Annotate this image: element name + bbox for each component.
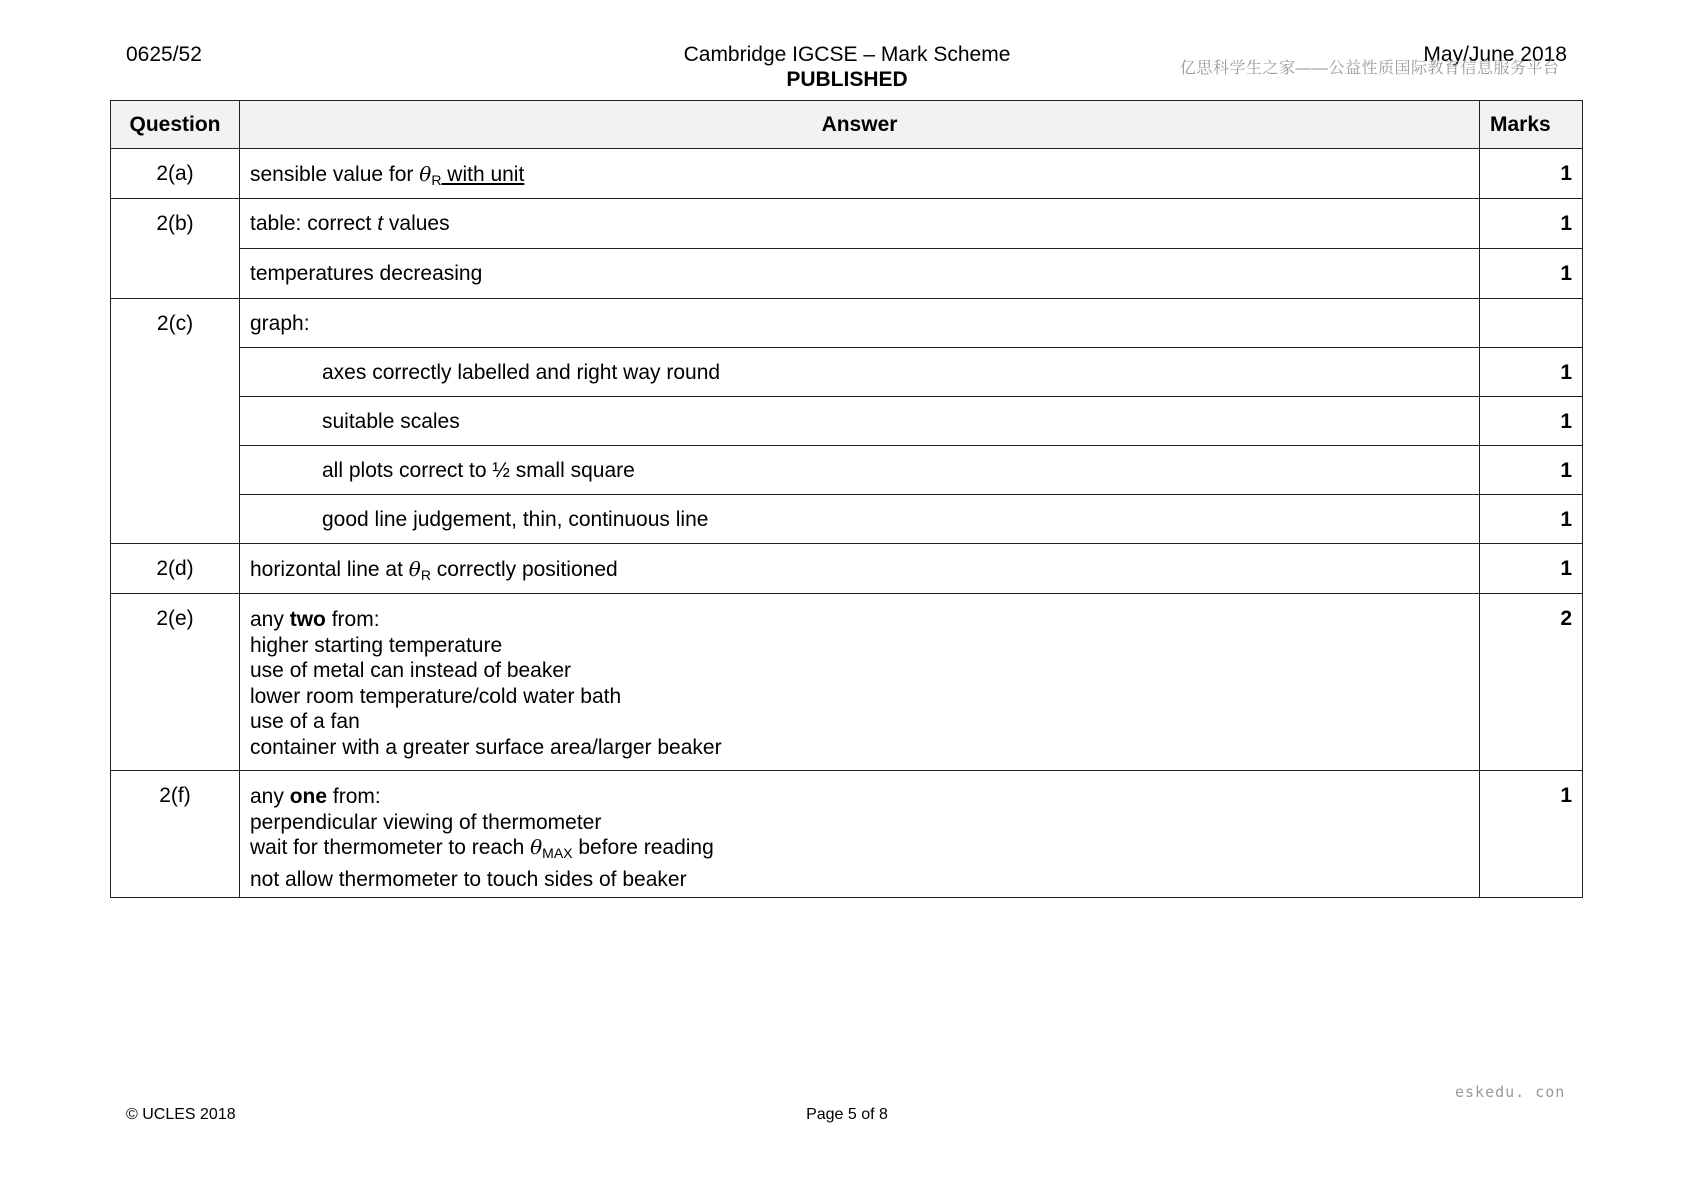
document-title: Cambridge IGCSE – Mark Scheme — [683, 43, 1011, 66]
table-row-2c-label — [111, 299, 1583, 348]
copyright: © UCLES 2018 — [126, 1106, 236, 1123]
variable-t: t — [377, 212, 384, 235]
answer-cell: any two from: higher starting temperature use of metal can instead of beaker lower room temperature/cold water bath use of a fan container with a greater surface area/larger beaker — [240, 594, 1480, 771]
list-item: use of metal can instead of beaker — [250, 659, 572, 682]
question-number: 2(e) — [111, 594, 240, 771]
question-number: 2(d) — [111, 544, 240, 594]
marks-cell: 1 — [1480, 149, 1583, 199]
table-row-2f — [111, 771, 1583, 898]
marks-cell: 1 — [1480, 397, 1583, 446]
table-row-2b-1 — [111, 199, 1583, 249]
list-item: not allow thermometer to touch sides of beaker — [250, 867, 687, 891]
list-item: wait for thermometer to reach $\theta_{MAX}$ before reading — [250, 835, 714, 861]
marks-cell: 1 — [1480, 446, 1583, 495]
question-number: 2(a) — [111, 149, 240, 199]
marks-cell: 1 — [1480, 495, 1583, 544]
answer-cell: suitable scales — [240, 397, 1480, 446]
table-row-2d — [111, 544, 1583, 594]
marks-cell: 1 — [1480, 348, 1583, 397]
table-row-2a — [111, 149, 1583, 199]
exam-session: May/June 2018 — [1423, 43, 1567, 66]
table-row-2c-2 — [111, 397, 1583, 446]
answer-cell: temperatures decreasing — [240, 249, 1480, 299]
marks-cell: 1 — [1480, 771, 1583, 898]
answer-cell: horizontal line at $\theta_R$ correctly positioned — [240, 544, 1480, 594]
table-row-2e — [111, 594, 1583, 771]
table-row-2c-3 — [111, 446, 1583, 495]
answer-cell: all plots correct to ½ small square — [240, 446, 1480, 495]
question-number: 2(f) — [111, 771, 240, 898]
question-number: 2(c) — [111, 299, 240, 544]
list-item: use of a fan — [250, 710, 360, 733]
marks-cell: 1 — [1480, 199, 1583, 249]
mark-scheme-table — [110, 100, 1583, 898]
marks-cell: 2 — [1480, 594, 1583, 771]
paper-code: 0625/52 — [126, 43, 202, 66]
list-item: higher starting temperature — [250, 633, 503, 657]
theta-symbol: θ — [419, 162, 432, 186]
watermark-bottom: eskedu. con — [1455, 1083, 1566, 1101]
underlined-text: with unit — [441, 163, 525, 186]
theta-symbol: θ — [408, 557, 421, 581]
answer-cell: axes correctly labelled and right way round — [240, 348, 1480, 397]
answer-cell: table: correct t values — [240, 199, 1480, 249]
answer-cell: sensible value for $\theta_R$ with unit — [240, 149, 1480, 199]
list-item: perpendicular viewing of thermometer — [250, 810, 602, 834]
list-item: lower room temperature/cold water bath — [250, 684, 622, 708]
marks-cell: 1 — [1480, 249, 1583, 299]
answer-cell: graph: — [240, 299, 1480, 348]
table-row-2b-2 — [111, 249, 1583, 299]
header-marks: Marks — [1480, 101, 1583, 149]
table-row-2c-4 — [111, 495, 1583, 544]
watermark-top: 亿思科学生之家——公益性质国际教育信息服务平台 — [1180, 60, 1560, 77]
header-answer: Answer — [240, 101, 1480, 149]
theta-symbol: θ — [530, 835, 543, 859]
table-header-row — [111, 101, 1583, 149]
page-number: Page 5 of 8 — [806, 1106, 888, 1123]
marks-cell: 1 — [1480, 544, 1583, 594]
marks-cell — [1480, 299, 1583, 348]
table-row-2c-1 — [111, 348, 1583, 397]
answer-cell: any one from: perpendicular viewing of thermometer wait for thermometer to reach $\theta_{MAX}$ before reading not allow thermometer to touch sides of beaker — [240, 771, 1480, 898]
question-number: 2(b) — [111, 199, 240, 299]
published-label: PUBLISHED — [786, 68, 908, 91]
header-question: Question — [111, 101, 240, 149]
answer-cell: good line judgement, thin, continuous line — [240, 495, 1480, 544]
list-item: container with a greater surface area/larger beaker — [250, 735, 722, 759]
